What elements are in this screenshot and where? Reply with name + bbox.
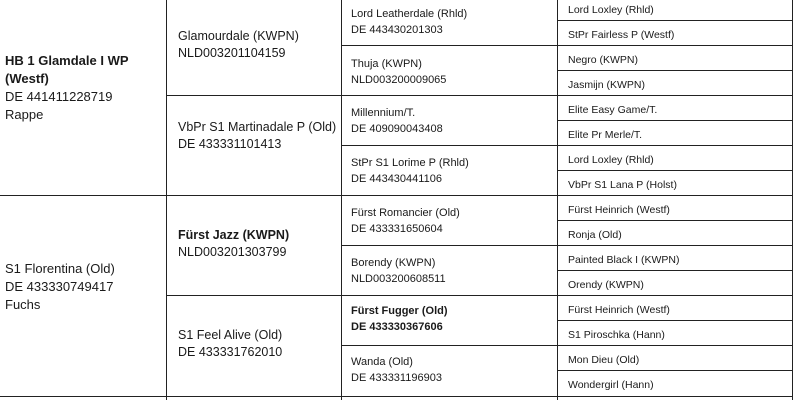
- dam-name: S1 Florentina (Old): [5, 261, 115, 276]
- dds-cell: [351, 303, 551, 335]
- grid-line: [341, 145, 793, 146]
- gen4-cell: Fürst Heinrich (Westf): [568, 304, 670, 316]
- dam-reg: DE 433330749417: [5, 279, 114, 294]
- gen4-cell: Lord Loxley (Rhld): [568, 4, 654, 16]
- dd-cell: [178, 327, 338, 361]
- grid-line: [557, 0, 558, 400]
- dam-color: Fuchs: [5, 297, 41, 312]
- grid-line: [557, 270, 793, 271]
- sdd-cell: [351, 155, 551, 187]
- grid-line: [166, 95, 793, 96]
- sds-reg: DE 409090043408: [351, 123, 443, 135]
- dss-name: Fürst Romancier (Old): [351, 207, 460, 219]
- gen4-cell: StPr Fairless P (Westf): [568, 29, 675, 41]
- ds-cell: [178, 227, 338, 261]
- gen4-cell: Orendy (KWPN): [568, 279, 644, 291]
- grid-line: [557, 170, 793, 171]
- sd-reg: DE 433331101413: [178, 137, 282, 151]
- gen4-cell: Painted Black I (KWPN): [568, 254, 680, 266]
- dss-cell: [351, 205, 551, 237]
- sdd-reg: DE 443430441106: [351, 173, 442, 185]
- grid-line: [557, 320, 793, 321]
- dd-name: S1 Feel Alive (Old): [178, 328, 283, 342]
- gen4-cell: Jasmijn (KWPN): [568, 79, 646, 91]
- gen4-cell: Elite Easy Game/T.: [568, 104, 658, 116]
- sire-cell: [5, 52, 163, 124]
- gen4-cell: Negro (KWPN): [568, 54, 639, 66]
- sss-reg: DE 443430201303: [351, 24, 443, 36]
- ss-reg: NLD003201104159: [178, 46, 286, 60]
- sds-name: Millennium/T.: [351, 107, 416, 119]
- ds-reg: NLD003201303799: [178, 245, 287, 259]
- grid-line: [341, 45, 793, 46]
- gen4-cell: Fürst Heinrich (Westf): [568, 204, 670, 216]
- ddd-name: Wanda (Old): [351, 356, 413, 368]
- ddd-reg: DE 433331196903: [351, 372, 442, 384]
- grid-line: [166, 0, 167, 400]
- ddd-cell: [351, 354, 551, 386]
- ss-name: Glamourdale (KWPN): [178, 29, 299, 43]
- gen4-cell: Wondergirl (Hann): [568, 379, 654, 391]
- grid-line: [792, 0, 793, 400]
- grid-line: [341, 345, 793, 346]
- sire-name: HB 1 Glamdale I WP (Westf): [5, 53, 129, 86]
- sd-name: VbPr S1 Martinadale P (Old): [178, 120, 337, 134]
- sire-reg: DE 441411228719: [5, 89, 113, 104]
- sire-color: Rappe: [5, 107, 44, 122]
- ssd-name: Thuja (KWPN): [351, 58, 422, 70]
- grid-line: [0, 396, 793, 397]
- grid-line: [557, 120, 793, 121]
- dsd-cell: [351, 255, 551, 287]
- sds-cell: [351, 105, 551, 137]
- grid-line: [0, 195, 793, 196]
- dds-name: Fürst Fugger (Old): [351, 305, 448, 317]
- grid-line: [557, 20, 793, 21]
- grid-line: [166, 295, 793, 296]
- grid-line: [557, 70, 793, 71]
- ssd-cell: [351, 56, 551, 88]
- grid-line: [341, 245, 793, 246]
- gen4-cell: S1 Piroschka (Hann): [568, 329, 665, 341]
- dds-reg: DE 433330367606: [351, 321, 443, 333]
- gen4-cell: VbPr S1 Lana P (Holst): [568, 179, 677, 191]
- gen4-cell: Elite Pr Merle/T.: [568, 129, 643, 141]
- dd-reg: DE 433331762010: [178, 345, 283, 359]
- dsd-name: Borendy (KWPN): [351, 257, 436, 269]
- dam-cell: [5, 260, 163, 314]
- grid-line: [557, 370, 793, 371]
- ss-cell: [178, 28, 338, 62]
- gen4-cell: Lord Loxley (Rhld): [568, 154, 654, 166]
- gen4-cell: Mon Dieu (Old): [568, 354, 640, 366]
- dss-reg: DE 433331650604: [351, 223, 443, 235]
- ds-name: Fürst Jazz (KWPN): [178, 228, 290, 242]
- sss-name: Lord Leatherdale (Rhld): [351, 8, 468, 20]
- gen4-cell: Ronja (Old): [568, 229, 622, 241]
- ssd-reg: NLD003200009065: [351, 74, 447, 86]
- dsd-reg: NLD003200608511: [351, 273, 446, 285]
- sd-cell: [178, 119, 338, 153]
- sss-cell: [351, 6, 551, 38]
- sdd-name: StPr S1 Lorime P (Rhld): [351, 157, 469, 169]
- grid-line: [341, 0, 342, 400]
- grid-line: [557, 220, 793, 221]
